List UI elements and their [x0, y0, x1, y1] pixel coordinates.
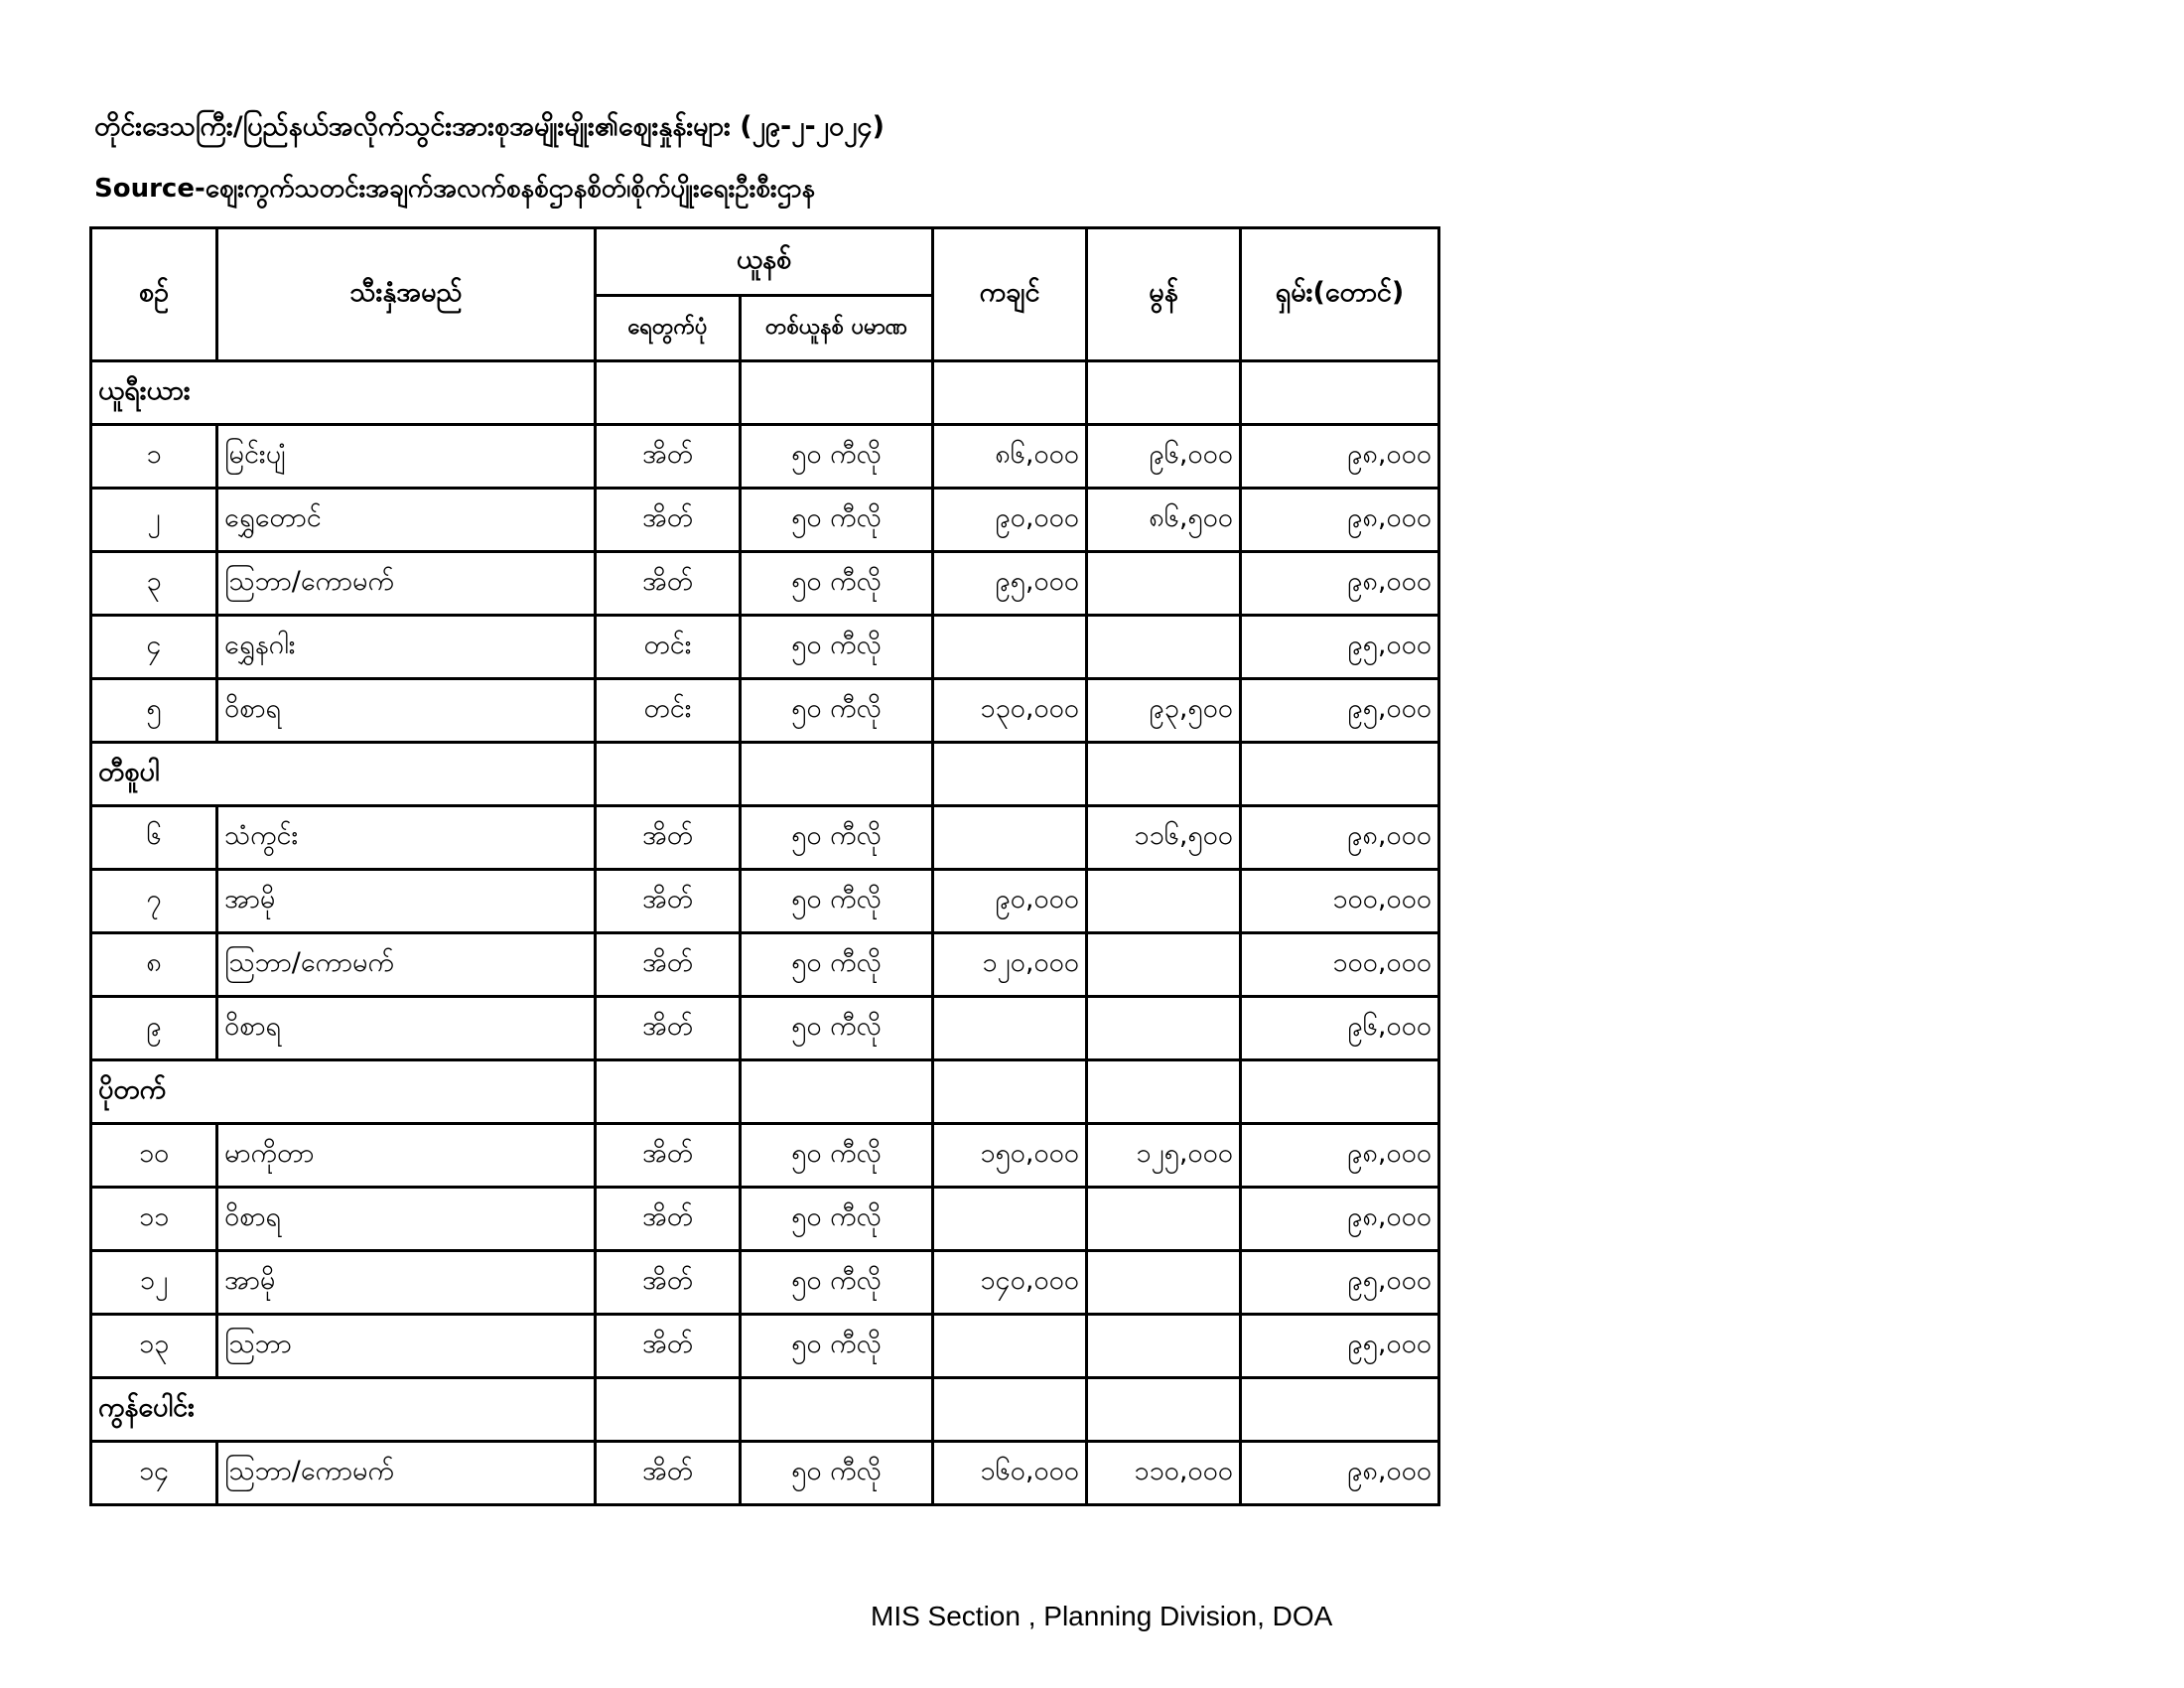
cell-kachin: ၁၂၀,၀၀၀: [933, 933, 1087, 997]
cell-mon: ၁၂၅,၀၀၀: [1087, 1124, 1241, 1188]
cell-shan: ၉၅,၀၀၀: [1241, 679, 1439, 743]
table-row: [91, 616, 1439, 679]
cell-packing: အိတ်: [596, 870, 741, 933]
cell-no: ၄: [91, 616, 217, 679]
cell-packing: အိတ်: [596, 1251, 741, 1315]
header-no: စဉ်: [91, 228, 217, 361]
cell-no: ၁၂: [91, 1251, 217, 1315]
cell-name: ရွှေနဂါး: [217, 616, 596, 679]
cell-packing: အိတ်: [596, 1442, 741, 1505]
cell-name: သံကွင်း: [217, 806, 596, 870]
table-row: [91, 1188, 1439, 1251]
cell-kachin: ၉၀,၀၀၀: [933, 870, 1087, 933]
cell-name: ဝိစာရ: [217, 997, 596, 1060]
cell-unit-amount: ၅၀ ကီလို: [741, 1315, 933, 1378]
cell-packing: အိတ်: [596, 1124, 741, 1188]
cell-packing: တင်း: [596, 616, 741, 679]
empty-cell: [1241, 361, 1439, 425]
cell-packing: အိတ်: [596, 1315, 741, 1378]
cell-kachin: ၉၀,၀၀၀: [933, 489, 1087, 552]
header-unit-amount: တစ်ယူနစ် ပမာဏ: [741, 296, 933, 361]
cell-shan: ၉၈,၀၀၀: [1241, 1124, 1439, 1188]
empty-cell: [741, 743, 933, 806]
table-row: [91, 1124, 1439, 1188]
header-mon: မွန်: [1087, 228, 1241, 361]
cell-shan: ၉၅,၀၀၀: [1241, 1315, 1439, 1378]
table-row: [91, 1251, 1439, 1315]
cell-packing: အိတ်: [596, 1188, 741, 1251]
cell-mon: ၉၆,၀၀၀: [1087, 425, 1241, 489]
cell-kachin: [933, 616, 1087, 679]
cell-name: အာမို: [217, 870, 596, 933]
cell-packing: တင်း: [596, 679, 741, 743]
table-row: [91, 806, 1439, 870]
price-table: [89, 226, 1440, 1506]
table-row: [91, 870, 1439, 933]
cell-packing: အိတ်: [596, 806, 741, 870]
cell-shan: ၉၈,၀၀၀: [1241, 552, 1439, 616]
region-label: တီစူပါ: [91, 743, 596, 806]
empty-cell: [596, 1060, 741, 1124]
cell-name: သြဘာ/ကောမက်: [217, 933, 596, 997]
cell-kachin: [933, 1188, 1087, 1251]
cell-kachin: [933, 806, 1087, 870]
region-label: ကွန်ပေါင်း: [91, 1378, 596, 1442]
cell-unit-amount: ၅၀ ကီလို: [741, 489, 933, 552]
cell-kachin: ၁၃၀,၀၀၀: [933, 679, 1087, 743]
table-row: [91, 997, 1439, 1060]
empty-cell: [1087, 743, 1241, 806]
cell-no: ၇: [91, 870, 217, 933]
cell-mon: ၉၃,၅၀၀: [1087, 679, 1241, 743]
cell-packing: အိတ်: [596, 489, 741, 552]
cell-shan: ၉၈,၀၀၀: [1241, 806, 1439, 870]
table-row: [91, 552, 1439, 616]
cell-mon: ၈၆,၅၀၀: [1087, 489, 1241, 552]
document-source: Source-ဈေးကွက်သတင်းအချက်အလက်စနစ်ဌာနစိတ်၊စိုက်ပျိုးရေးဦးစီးဌာန: [94, 174, 816, 204]
cell-mon: [1087, 1315, 1241, 1378]
cell-kachin: ၉၅,၀၀၀: [933, 552, 1087, 616]
cell-unit-amount: ၅၀ ကီလို: [741, 552, 933, 616]
empty-cell: [933, 743, 1087, 806]
cell-no: ၁၃: [91, 1315, 217, 1378]
region-row: [91, 1060, 1439, 1124]
cell-mon: ၁၁၆,၅၀၀: [1087, 806, 1241, 870]
table-row: [91, 679, 1439, 743]
cell-unit-amount: ၅၀ ကီလို: [741, 806, 933, 870]
table-row: [91, 933, 1439, 997]
cell-no: ၅: [91, 679, 217, 743]
cell-no: ၃: [91, 552, 217, 616]
cell-no: ၁: [91, 425, 217, 489]
footer-credit: MIS Section , Planning Division, DOA: [871, 1601, 1333, 1631]
cell-kachin: ၁၄၀,၀၀၀: [933, 1251, 1087, 1315]
table-row: [91, 1442, 1439, 1505]
cell-kachin: [933, 997, 1087, 1060]
cell-packing: အိတ်: [596, 933, 741, 997]
cell-name: ဝိစာရ: [217, 679, 596, 743]
header-shan: ရှမ်း(တောင်): [1241, 228, 1439, 361]
cell-mon: ၁၁၀,၀၀၀: [1087, 1442, 1241, 1505]
cell-mon: [1087, 1251, 1241, 1315]
region-label: ယူရီးယား: [91, 361, 596, 425]
cell-unit-amount: ၅၀ ကီလို: [741, 1442, 933, 1505]
empty-cell: [1087, 361, 1241, 425]
cell-name: သြဘာ: [217, 1315, 596, 1378]
empty-cell: [596, 361, 741, 425]
table-row: [91, 489, 1439, 552]
cell-no: ၆: [91, 806, 217, 870]
cell-shan: ၉၆,၀၀၀: [1241, 997, 1439, 1060]
empty-cell: [1241, 1378, 1439, 1442]
cell-name: သြဘာ/ကောမက်: [217, 1442, 596, 1505]
cell-mon: [1087, 552, 1241, 616]
cell-mon: [1087, 616, 1241, 679]
empty-cell: [741, 1060, 933, 1124]
cell-no: ၂: [91, 489, 217, 552]
cell-no: ၁၄: [91, 1442, 217, 1505]
cell-mon: [1087, 870, 1241, 933]
document-title: တိုင်းဒေသကြီး/ပြည်နယ်အလိုက်သွင်းအားစုအမျိုးမျိုး၏ဈေးနှုန်းများ (၂၉-၂-၂၀၂၄): [94, 111, 885, 142]
cell-no: ၉: [91, 997, 217, 1060]
cell-shan: ၉၅,၀၀၀: [1241, 1251, 1439, 1315]
empty-cell: [596, 743, 741, 806]
cell-unit-amount: ၅၀ ကီလို: [741, 997, 933, 1060]
cell-unit-amount: ၅၀ ကီလို: [741, 425, 933, 489]
region-label: ပိုတက်: [91, 1060, 596, 1124]
cell-packing: အိတ်: [596, 552, 741, 616]
cell-kachin: ၈၆,၀၀၀: [933, 425, 1087, 489]
header-name: သီးနှံအမည်: [217, 228, 596, 361]
cell-unit-amount: ၅၀ ကီလို: [741, 1188, 933, 1251]
cell-unit-amount: ၅၀ ကီလို: [741, 616, 933, 679]
header-unit-group: ယူနစ်: [596, 228, 933, 296]
cell-unit-amount: ၅၀ ကီလို: [741, 870, 933, 933]
table-row: [91, 1315, 1439, 1378]
cell-packing: အိတ်: [596, 997, 741, 1060]
cell-shan: ၁၀၀,၀၀၀: [1241, 933, 1439, 997]
cell-packing: အိတ်: [596, 425, 741, 489]
empty-cell: [1241, 743, 1439, 806]
empty-cell: [933, 1060, 1087, 1124]
cell-kachin: [933, 1315, 1087, 1378]
cell-shan: ၉၈,၀၀၀: [1241, 1188, 1439, 1251]
cell-unit-amount: ၅၀ ကီလို: [741, 933, 933, 997]
cell-kachin: ၁၆၀,၀၀၀: [933, 1442, 1087, 1505]
cell-unit-amount: ၅၀ ကီလို: [741, 1124, 933, 1188]
cell-unit-amount: ၅၀ ကီလို: [741, 679, 933, 743]
cell-no: ၈: [91, 933, 217, 997]
header-packing: ရေတွက်ပုံ: [596, 296, 741, 361]
cell-shan: ၉၈,၀၀၀: [1241, 425, 1439, 489]
cell-no: ၁၀: [91, 1124, 217, 1188]
cell-kachin: ၁၅၀,၀၀၀: [933, 1124, 1087, 1188]
region-row: [91, 1378, 1439, 1442]
cell-name: ရွှေတောင်: [217, 489, 596, 552]
empty-cell: [1087, 1060, 1241, 1124]
cell-mon: [1087, 1188, 1241, 1251]
cell-name: ဝိစာရ: [217, 1188, 596, 1251]
cell-name: သြဘာ/ကောမက်: [217, 552, 596, 616]
header-kachin: ကချင်: [933, 228, 1087, 361]
region-row: [91, 743, 1439, 806]
table-row: [91, 425, 1439, 489]
empty-cell: [933, 361, 1087, 425]
empty-cell: [1087, 1378, 1241, 1442]
cell-mon: [1087, 997, 1241, 1060]
empty-cell: [741, 1378, 933, 1442]
region-row: [91, 361, 1439, 425]
cell-unit-amount: ၅၀ ကီလို: [741, 1251, 933, 1315]
cell-shan: ၉၅,၀၀၀: [1241, 616, 1439, 679]
table-body: [91, 361, 1439, 1505]
cell-mon: [1087, 933, 1241, 997]
cell-name: မာကိုတာ: [217, 1124, 596, 1188]
empty-cell: [596, 1378, 741, 1442]
cell-shan: ၉၈,၀၀၀: [1241, 1442, 1439, 1505]
empty-cell: [741, 361, 933, 425]
empty-cell: [933, 1378, 1087, 1442]
cell-shan: ၉၈,၀၀၀: [1241, 489, 1439, 552]
cell-no: ၁၁: [91, 1188, 217, 1251]
cell-name: မြင်းပျံ: [217, 425, 596, 489]
empty-cell: [1241, 1060, 1439, 1124]
cell-shan: ၁၀၀,၀၀၀: [1241, 870, 1439, 933]
cell-name: အာမို: [217, 1251, 596, 1315]
